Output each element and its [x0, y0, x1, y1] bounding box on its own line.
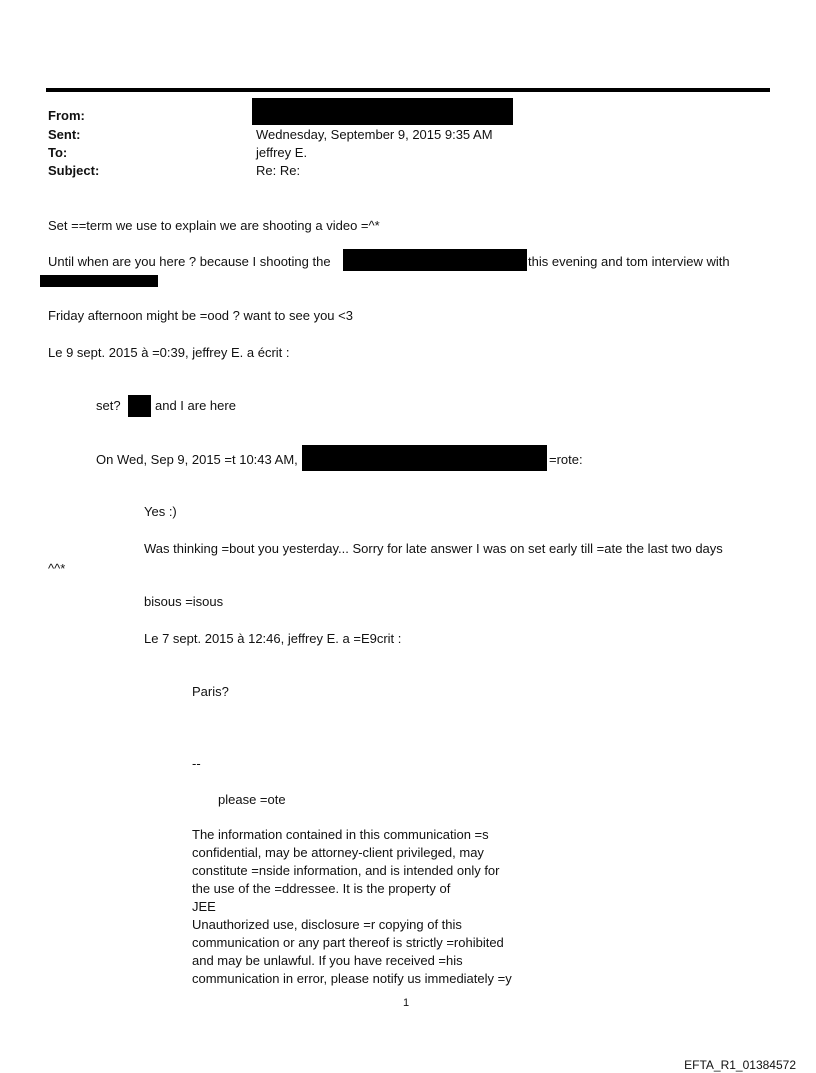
subject-label: Subject:	[48, 163, 100, 178]
disclaimer-line: and may be unlawful. If you have received =his	[192, 953, 463, 968]
from-label: From:	[48, 108, 85, 123]
page-number: 1	[403, 997, 410, 1009]
redaction-line2	[343, 249, 527, 271]
disclaimer-line: the use of the =ddressee. It is the property of	[192, 881, 451, 896]
redaction-quote2	[302, 445, 547, 471]
body-line-1: Set ==term we use to explain we are shooting a video =^*	[48, 218, 380, 233]
disclaimer-line: constitute =nside information, and is intended only for	[192, 863, 500, 878]
quote-line-1b: and I are here	[155, 398, 236, 413]
redaction-from	[252, 98, 513, 125]
bates-number: EFTA_R1_01384572	[684, 1058, 796, 1072]
body-line-2b: this evening and tom interview with	[528, 254, 730, 269]
redaction-quote1	[128, 395, 151, 417]
confidentiality-disclaimer	[192, 826, 552, 988]
redaction-line2-wrap	[40, 275, 158, 287]
quote-line-2b: =rote:	[549, 452, 583, 467]
disclaimer-line: The information contained in this communication =s	[192, 827, 489, 842]
header-rule	[46, 88, 770, 92]
disclaimer-line: JEE	[192, 899, 216, 914]
body-line-4: Le 9 sept. 2015 à =0:39, jeffrey E. a écrit :	[48, 345, 290, 360]
to-value: jeffrey E.	[256, 145, 308, 160]
quote-line-3: Yes :)	[144, 504, 177, 519]
quote-line-7: Paris?	[192, 684, 229, 699]
quote-line-4b: ^^*	[48, 561, 66, 576]
quote-line-4: Was thinking =bout you yesterday... Sorry for late answer I was on set early till =ate the last two days	[144, 541, 723, 556]
to-label: To:	[48, 145, 68, 160]
disclaimer-line: communication in error, please notify us immediately =y	[192, 971, 512, 986]
body-line-3: Friday afternoon might be =ood ? want to see you <3	[48, 308, 353, 323]
quote-line-1a: set?	[96, 398, 121, 413]
quote-line-5: bisous =isous	[144, 594, 224, 609]
quote-line-9: please =ote	[218, 792, 286, 807]
sent-label: Sent:	[48, 127, 81, 142]
subject-value: Re: Re:	[256, 163, 301, 178]
sent-value: Wednesday, September 9, 2015 9:35 AM	[256, 127, 493, 142]
body-line-2a: Until when are you here ? because I shooting the	[48, 254, 331, 269]
quote-line-6: Le 7 sept. 2015 à 12:46, jeffrey E. a =E9crit :	[144, 631, 402, 646]
quote-line-8: --	[192, 756, 201, 771]
quote-line-2a: On Wed, Sep 9, 2015 =t 10:43 AM,	[96, 452, 298, 467]
disclaimer-line: Unauthorized use, disclosure =r copying of this	[192, 917, 462, 932]
disclaimer-line: confidential, may be attorney-client privileged, may	[192, 845, 484, 860]
disclaimer-line: communication or any part thereof is strictly =rohibited	[192, 935, 504, 950]
